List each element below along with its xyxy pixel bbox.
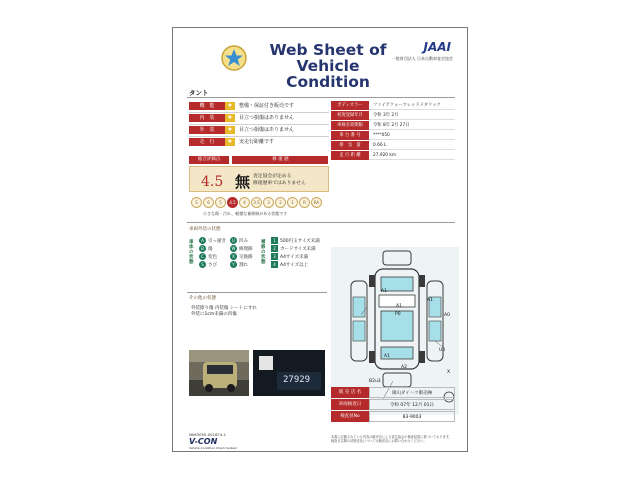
divider bbox=[189, 112, 329, 113]
grade-scale-item: RA bbox=[311, 197, 322, 208]
star-icon: ★ bbox=[225, 138, 235, 146]
page-title: Web Sheet of Vehicle Condition bbox=[269, 41, 387, 91]
overall-score: 4.5 bbox=[201, 174, 224, 190]
vehicle-photo bbox=[189, 350, 249, 396]
condition-label: 内 装 bbox=[189, 114, 225, 122]
spec-label: 初度登録年月 bbox=[331, 111, 369, 120]
repair-history-note: 査定協会が定める 修復歴車ではありません bbox=[253, 174, 306, 186]
document-id: N063055-001874-1 bbox=[189, 432, 226, 437]
spec-label: ボディカラー bbox=[331, 101, 369, 110]
legend-row: 3 A4サイズ未満 bbox=[271, 253, 320, 261]
damage-mark: P0 bbox=[395, 312, 401, 317]
spec-row bbox=[331, 141, 455, 150]
spec-value: 27,920 km bbox=[369, 151, 455, 160]
spec-label: 排 気 量 bbox=[331, 141, 369, 150]
legend-row: 2 カードサイズ未満 bbox=[271, 245, 320, 253]
spec-value: ファイアクォーツレッドメタリック bbox=[369, 101, 455, 110]
cert-value: 岡山ダイハツ販売㈱ bbox=[369, 387, 455, 398]
damage-section-title: 車両外装の状態 bbox=[189, 227, 221, 232]
jaai-subtitle: 一般財団法人 日本自動車査定協会 bbox=[391, 56, 453, 61]
divider bbox=[189, 124, 329, 125]
cert-label: 販 売 店 名 bbox=[331, 387, 369, 398]
grade-scale-item: 4 bbox=[239, 197, 250, 208]
grade-scale-item: 3.5 bbox=[251, 197, 262, 208]
condition-value: 目立つ損傷はありません bbox=[239, 115, 295, 121]
grade-scale bbox=[191, 197, 351, 208]
divider bbox=[189, 136, 329, 137]
cert-label: 検査員No bbox=[331, 411, 369, 422]
spec-value: 0.66 L bbox=[369, 141, 455, 150]
damage-mark: X bbox=[447, 370, 451, 375]
divider bbox=[187, 222, 455, 223]
condition-label: 機 能 bbox=[189, 102, 225, 110]
grade-scale-item: 4.5 bbox=[227, 197, 238, 208]
vcon-footer-logo: V-CON bbox=[189, 437, 218, 446]
condition-row bbox=[189, 138, 329, 147]
damage-mark: B2u3 bbox=[369, 379, 381, 384]
divider bbox=[187, 292, 327, 293]
star-icon: ★ bbox=[225, 102, 235, 110]
condition-row bbox=[189, 114, 329, 123]
star-icon: ★ bbox=[225, 114, 235, 122]
spec-row bbox=[331, 131, 455, 140]
grade-scale-item: R bbox=[299, 197, 310, 208]
spec-label: 車検有効期限 bbox=[331, 121, 369, 130]
legend-row: 1 500円玉サイズ未満 bbox=[271, 237, 320, 245]
spec-row bbox=[331, 151, 455, 160]
damage-mark: A0 bbox=[444, 313, 450, 318]
condition-row bbox=[189, 102, 329, 111]
damage-mark: A1 bbox=[381, 289, 387, 294]
vehicle-model: タント bbox=[189, 89, 209, 97]
cert-row bbox=[331, 387, 455, 398]
other-notes: 外装擦り傷 内装傷 シートにすれ 外装に1cm未満の凹傷 bbox=[191, 306, 257, 317]
evaluation-header bbox=[189, 156, 329, 164]
damage-mark: A1 bbox=[384, 354, 390, 359]
grade-scale-item: 6 bbox=[203, 197, 214, 208]
legend-row: S さび Y 割れ bbox=[199, 261, 253, 269]
grade-scale-item: 2 bbox=[275, 197, 286, 208]
grade-scale-item: 1 bbox=[287, 197, 298, 208]
cert-value: 令和 07年 12月 01日 bbox=[369, 399, 455, 410]
vcon-logo-icon bbox=[221, 45, 247, 71]
spec-table bbox=[331, 101, 455, 161]
damage-mark: A1 bbox=[396, 304, 402, 309]
grade-scale-item: 5 bbox=[215, 197, 226, 208]
damage-mark: A2 bbox=[401, 365, 407, 370]
spec-value: 令和 3年 2月 bbox=[369, 111, 455, 120]
legend-code: U bbox=[230, 237, 237, 244]
repair-history-mark: 無 bbox=[235, 173, 251, 191]
star-icon: ★ bbox=[225, 126, 235, 134]
grade-scale-item: 3 bbox=[263, 197, 274, 208]
odometer-photo bbox=[253, 350, 325, 396]
certification-table bbox=[331, 387, 455, 423]
legend-code: Y bbox=[230, 261, 237, 268]
cert-row bbox=[331, 399, 455, 410]
condition-label: 外 装 bbox=[189, 126, 225, 134]
size-legend bbox=[271, 237, 320, 269]
disclaimer: 本書に記載されている内容は販売店による査定協会の検査結果に基づいております。検査日以降の状態変化については販売店にお問い合わせください。 bbox=[331, 435, 452, 443]
condition-row bbox=[189, 126, 329, 135]
other-section-title: その他の状態 bbox=[189, 296, 216, 301]
condition-value: 整備・保証付き販売です bbox=[239, 103, 295, 109]
damage-mark: U0 bbox=[439, 348, 446, 353]
odometer-reading: 27929 bbox=[283, 375, 311, 385]
legend-code: S bbox=[199, 261, 206, 268]
legend-code: W bbox=[231, 246, 236, 251]
history-header: 修 復 歴 bbox=[232, 156, 328, 164]
condition-value: 目立つ損傷はありません bbox=[239, 127, 295, 133]
damage-mark: A1 bbox=[427, 298, 433, 303]
cert-value: 83-9003 bbox=[369, 411, 455, 422]
legend-code: B bbox=[199, 245, 206, 252]
spec-row bbox=[331, 101, 455, 110]
spec-value: ****050 bbox=[369, 131, 455, 140]
vcon-footer-sub: Vehicle Condition Check System bbox=[189, 446, 238, 450]
spec-value: 令和 8年 2月 27日 bbox=[369, 121, 455, 130]
legend-row: B 傷 W 修理跡 bbox=[199, 245, 253, 253]
spec-label: 車 台 番 号 bbox=[331, 131, 369, 140]
legend-row: 4 A4サイズ以上 bbox=[271, 261, 320, 269]
cert-row bbox=[331, 411, 455, 422]
vehicle-condition-sheet bbox=[172, 27, 468, 452]
spec-row bbox=[331, 111, 455, 120]
spec-row bbox=[331, 121, 455, 130]
body-state-label: 車体の状態 bbox=[189, 240, 194, 265]
grade-scale-item: S bbox=[191, 197, 202, 208]
condition-label: 走 行 bbox=[189, 138, 225, 146]
divider bbox=[187, 97, 455, 98]
legend-row: A 引っ掻き U 凹み bbox=[199, 237, 253, 245]
spec-label: 走 行 距 離 bbox=[331, 151, 369, 160]
cert-label: 車両検査日 bbox=[331, 399, 369, 410]
legend-code: A bbox=[199, 237, 206, 244]
repair-state-label: 補修の状態 bbox=[261, 240, 266, 265]
legend-code: X bbox=[230, 253, 237, 260]
condition-value: 実走行距離です bbox=[239, 139, 275, 145]
legend-code: C bbox=[199, 253, 206, 260]
legend-row: C 変色 X 交換跡 bbox=[199, 253, 253, 261]
jaai-logo: JAAI bbox=[423, 40, 451, 54]
damage-legend bbox=[199, 237, 253, 269]
score-header: 総合評価点 bbox=[189, 156, 229, 164]
grade-scale-note: 小さな傷・汚れ、軽微な補修跡がある状態です bbox=[203, 211, 288, 216]
